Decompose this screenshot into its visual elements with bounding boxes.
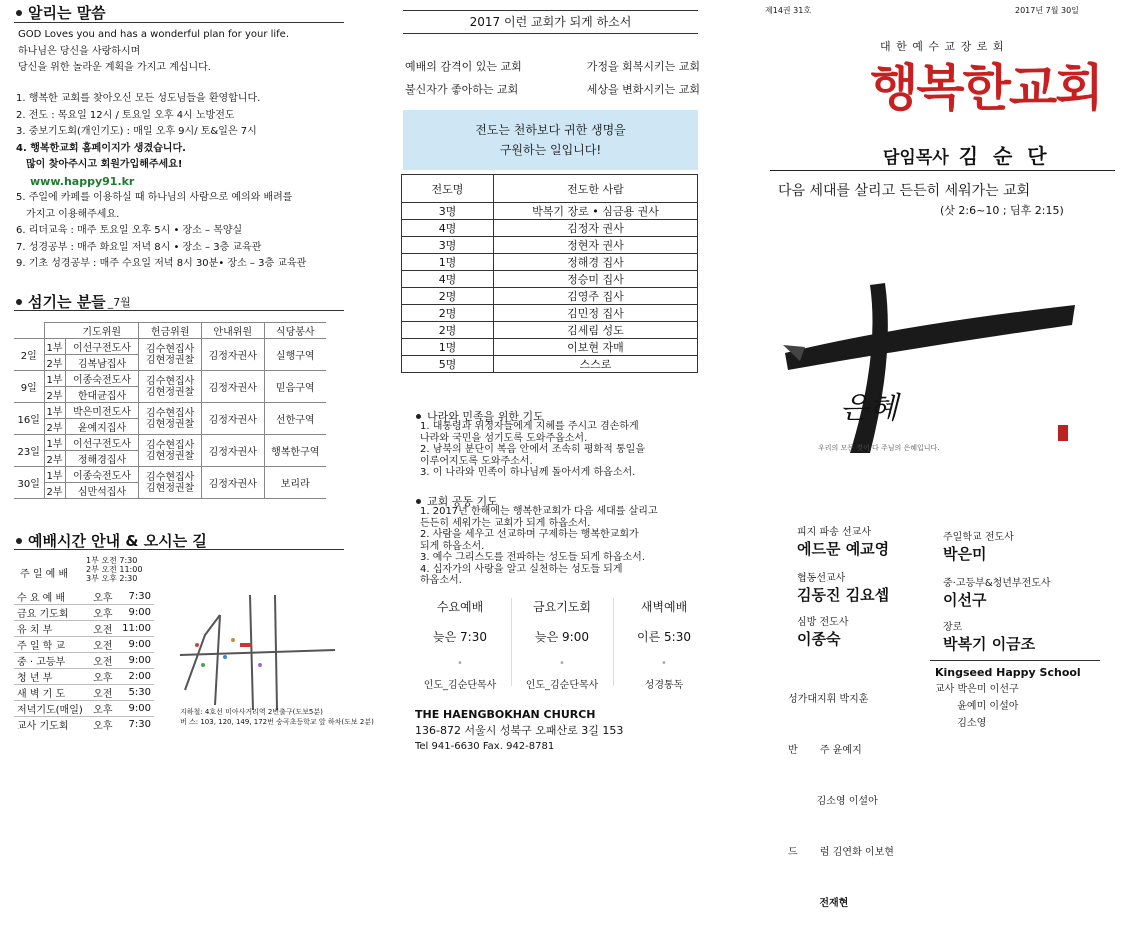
col-header: 기도위원 (65, 323, 139, 339)
staff-left: 피지 파송 선교사 에드문 예교영 협동선교사 김동진 김요셉 심방 전도사 이종숙 (797, 527, 890, 648)
part-cell: 2부 (44, 419, 65, 435)
divider (930, 660, 1100, 661)
kitchen-cell: 선한구역 (264, 403, 326, 435)
kitchen-cell: 행복한구역 (264, 435, 326, 467)
prayer-cell: 박은미전도사 (65, 403, 139, 419)
list-item: 많이 찾아주시고 회원가입해주세요! (26, 159, 183, 170)
table-row (14, 339, 326, 355)
art-text: 은혜 (840, 391, 898, 426)
table-row: 저녁기도(매일) 오후 9:00 (14, 701, 154, 717)
goal-item: 불신자가 좋아하는 교회 (405, 83, 519, 96)
offering-cell: 김수현집사 김현정권찰 (139, 435, 202, 467)
list-item: 3. 중보기도회(개인기도) : 매일 오후 9시/ 토&일은 7시 (16, 126, 257, 137)
col-header: 전도한 사람 (494, 175, 698, 203)
worship-title: 예배시간 안내 & 오시는 길 (28, 532, 207, 550)
church-motto: 다음 세대를 살리고 든든히 세워가는 교회 (778, 183, 1031, 199)
week-cell: 16일 (14, 403, 44, 435)
guide-cell: 김정자권사 (201, 339, 264, 371)
worship-header (16, 530, 207, 551)
choir-block: 성가대지휘 박지훈 반 주 윤예지 김소영 이설아 드 럼 김연화 이보현 전재현 (788, 694, 894, 909)
evangelism-table (401, 174, 698, 373)
table-row: 4명 김정자 권사 (402, 220, 698, 237)
table-row: 2명 김영주 집사 (402, 288, 698, 305)
table-row: 3명 박복기 장로 • 심금용 권사 (402, 203, 698, 220)
table-row: 수 요 예 배 오후 7:30 (14, 589, 154, 605)
schedule-table (14, 589, 154, 732)
list-item: 가지고 이용해주세요. (26, 208, 120, 220)
bullet-icon (416, 414, 421, 419)
announce-header (16, 2, 106, 23)
offering-cell: 김수현집사 김현정권찰 (139, 371, 202, 403)
part-cell: 2부 (44, 451, 65, 467)
week-cell: 30일 (14, 467, 44, 499)
col-header: 헌금위원 (139, 323, 202, 339)
serve-table (14, 322, 326, 499)
motto-reference: (삿 2:6~10 ; 딤후 2:15) (940, 204, 1064, 217)
announce-list (16, 91, 306, 273)
offering-cell: 김수현집사 김현정권찰 (139, 467, 202, 499)
prayer2-header: 교회 공동 기도 (416, 493, 498, 509)
table-row: 금요 기도회 오후 9:00 (14, 605, 154, 621)
week-cell: 9일 (14, 371, 44, 403)
table-row (14, 435, 326, 451)
denomination: 대 한 예 수 교 장 로 회 (880, 40, 1005, 53)
list-item: 4. 행복한교회 홈페이지가 생겼습니다. (16, 142, 186, 154)
prayer-cell: 이종숙전도사 (65, 467, 139, 483)
prayer-cell: 이선구전도사 (65, 339, 139, 355)
verse-line: 당신을 위한 놀라운 계획을 가지고 계십니다. (18, 62, 211, 73)
table-row: 2명 김민정 집사 (402, 305, 698, 322)
art-caption: 우리의 모든 것이 다 주님의 은혜입니다. (818, 444, 940, 452)
list-item: 7. 성경공부 : 매주 화요일 저녁 8시 • 장소 – 3층 교육관 (16, 241, 262, 253)
col-header: 전도명 (402, 175, 494, 203)
announce-title: 알리는 말씀 (28, 4, 106, 22)
table-row: 2명 김세림 성도 (402, 322, 698, 339)
verse-line: 하나님은 당신을 사랑하시며 (18, 45, 141, 57)
verse-line: GOD Loves you and has a wonderful plan for your life. (18, 29, 290, 40)
cross-artwork (780, 275, 1080, 460)
pastor-block: 담임목사 김 순 단 (883, 144, 1051, 168)
table-row: 1명 정해경 집사 (402, 254, 698, 271)
offering-cell: 김수현집사 김현정권찰 (139, 339, 202, 371)
serve-header (16, 291, 131, 312)
goal-item: 세상을 변화시키는 교회 (586, 83, 700, 96)
church-logo: 행복한교회 (870, 59, 1102, 117)
prayer-cell: 심만석집사 (65, 483, 139, 499)
guide-cell: 김정자권사 (201, 403, 264, 435)
table-row: 새 벽 기 도 오전 5:30 (14, 685, 154, 701)
part-cell: 2부 (44, 387, 65, 403)
part-cell: 2부 (44, 355, 65, 371)
part-cell: 1부 (44, 435, 65, 451)
guide-cell: 김정자권사 (201, 467, 264, 499)
table-row: 교사 기도회 오후 7:30 (17, 719, 151, 733)
table-row: 주 일 학 교 오전 9:00 (14, 637, 154, 653)
table-row: 청 년 부 오후 2:00 (14, 669, 154, 685)
table-row (14, 371, 326, 387)
service-item: 금요기도회 늦은 9:00 • 인도_김순단목사 (514, 598, 610, 691)
divider (770, 170, 1115, 171)
week-cell: 23일 (14, 435, 44, 467)
banner-title: 2017 이런 교회가 되게 하소서 (403, 10, 698, 34)
divider (613, 598, 614, 686)
kitchen-cell: 믿음구역 (264, 371, 326, 403)
goal-item: 예배의 감격이 있는 교회 (405, 60, 522, 73)
prayer2-list: 1. 2017년 한해에는 행복한교회가 다음 세대를 살리고 든든히 세워가는 교회가 되게 하옵소서. 2. 사람을 세우고 선교하며 구제하는 행복한교회가 되게 하옵소서. 3. 예수 그리스도를 전파하는 성도들 되게 하옵소서. 4. 십자가의 사랑을 알고 실천하는 성도들 되게 하옵소서. (420, 506, 658, 586)
list-item: 5. 주일에 카페를 이용하실 때 하나님의 사람으로 예의와 배려를 (16, 192, 293, 203)
table-row: 1명 이보현 자매 (402, 339, 698, 356)
part-cell: 1부 (44, 339, 65, 355)
dot-icon: • (559, 658, 565, 669)
prayer-cell: 이종숙전도사 (65, 371, 139, 387)
church-goals (405, 55, 700, 101)
bullet-icon (16, 538, 22, 544)
prayer-cell: 정해경집사 (65, 451, 139, 467)
list-item: 9. 기초 성경공부 : 매주 수요일 저녁 8시 30분• 장소 – 3층 교육관 (16, 258, 307, 269)
week-cell: 2일 (14, 339, 44, 371)
list-item: 1. 행복한 교회를 찾아오신 모든 성도님들을 환영합니다. (16, 93, 261, 104)
staff-right: 주일학교 전도사 박은미 중·고등부&청년부전도사 이선구 장로 박복기 이금조 (943, 532, 1051, 653)
table-row (14, 467, 326, 483)
offering-cell: 김수현집사 김현정권찰 (139, 403, 202, 435)
location-map[interactable] (165, 595, 340, 715)
goal-item: 가정을 회복시키는 교회 (586, 60, 700, 73)
list-item: 6. 리더교육 : 매주 토요일 오후 5시 • 장소 – 목양실 (16, 225, 243, 236)
divider (511, 598, 512, 686)
col-header: 안내위원 (201, 323, 264, 339)
table-row (14, 403, 326, 419)
bullet-icon (16, 299, 22, 305)
part-cell: 2부 (44, 483, 65, 499)
table-row: 4명 정승미 집사 (402, 271, 698, 288)
verse-block (18, 27, 289, 77)
part-cell: 1부 (44, 403, 65, 419)
guide-cell: 김정자권사 (201, 435, 264, 467)
dot-icon: • (457, 658, 463, 669)
list-item: 2. 전도 : 목요일 12시 / 토요일 오후 4시 노방전도 (16, 109, 235, 121)
service-item: 새벽예배 이른 5:30 • 성경통독 (616, 598, 712, 691)
col-header: 식당봉사 (264, 323, 326, 339)
table-row: 5명 스스로 (402, 356, 698, 373)
issue-date: 2017년 7월 30일 (1015, 6, 1079, 15)
service-item: 수요예배 늦은 7:30 • 인도_김순단목사 (412, 598, 508, 691)
part-cell: 1부 (44, 371, 65, 387)
school-block: Kingseed Happy School 교사 박은미 이선구 윤예미 이설아 김소영 (935, 666, 1081, 729)
services-block (412, 598, 712, 691)
dot-icon: • (661, 658, 667, 669)
issue-volume: 제14권 31호 (765, 6, 812, 15)
map-caption: 지하철: 4호선 미아사거리역 2번출구(도보5분) 버 스: 103, 120, 149, 172번 숭곡초등학교 앞 하차(도보 2분) (180, 708, 374, 726)
guide-cell: 김정자권사 (201, 371, 264, 403)
prayer-cell: 한대균집사 (65, 387, 139, 403)
homepage-link[interactable]: www.happy91.kr (30, 174, 135, 188)
sunday-label: 주 일 예 배 (20, 569, 69, 580)
sunday-times: 1부 오전 7:30 2부 오전 11:00 3부 오후 2:30 (86, 556, 143, 583)
prayer1-header: 나라와 민족을 위한 기도 (416, 408, 544, 424)
divider (14, 310, 344, 311)
evangelism-callout: 전도는 천하보다 귀한 생명을 구원하는 일입니다! (403, 110, 698, 170)
table-row: 3명 정현자 권사 (402, 237, 698, 254)
table-row: 유 치 부 오전 11:00 (14, 621, 154, 637)
kitchen-cell: 보리라 (264, 467, 326, 499)
part-cell: 1부 (44, 467, 65, 483)
prayer-cell: 김복남집사 (65, 355, 139, 371)
kitchen-cell: 실행구역 (264, 339, 326, 371)
table-row: 중 · 고등부 오전 9:00 (14, 653, 154, 669)
bullet-icon (16, 10, 22, 16)
prayer-cell: 이선구전도사 (65, 435, 139, 451)
prayer1-list: 1. 대통령과 위정자들에게 지혜를 주시고 겸손하게 나라와 국민을 섬기도록 도와주옵소서. 2. 남북의 분단이 복음 안에서 조속히 평화적 통일을 이루어지도록 도와주소서. 3. 이 나라와 민족이 하나님께 돌아서게 하옵소서. (420, 421, 645, 478)
serve-title: 섬기는 분들 (28, 293, 106, 311)
divider (14, 22, 344, 23)
divider (14, 549, 344, 550)
bullet-icon (416, 499, 421, 504)
prayer-cell: 윤예지집사 (65, 419, 139, 435)
church-contact: THE HAENGBOKHAN CHURCH 136-872 서울시 성북구 오패산로 3길 153 Tel 941-6630 Fax. 942-8781 (415, 708, 624, 752)
serve-month: _7월 (107, 295, 131, 309)
